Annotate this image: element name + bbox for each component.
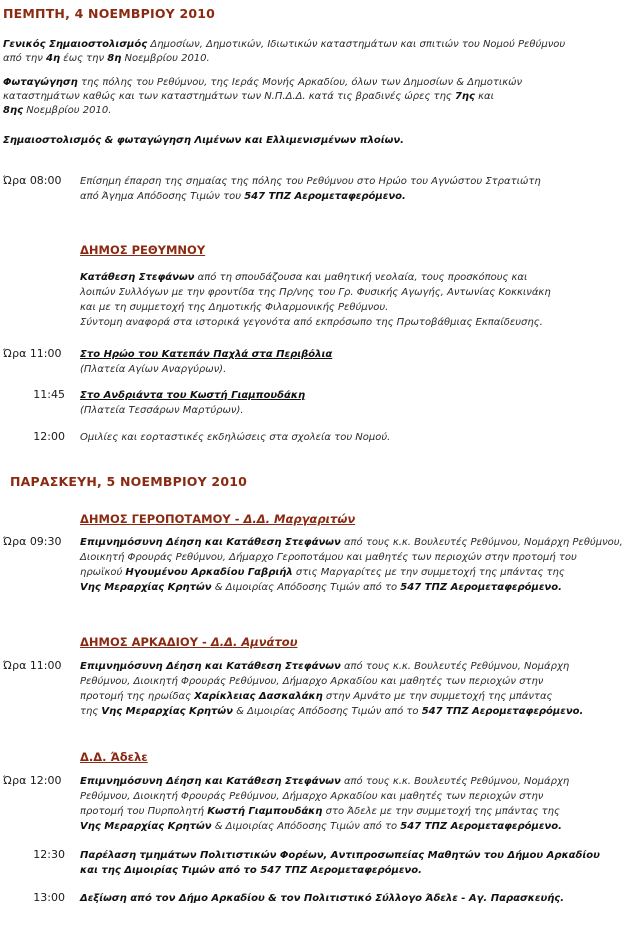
geropotamos-unit: 547 ΤΠΖ Αερομεταφερόμενο.: [400, 582, 562, 593]
arkadi-line4b: & Διμοιρίας Απόδοσης Τιμών από το: [232, 706, 422, 717]
arkadi-paragraph: [80, 659, 583, 719]
geropotamos-line2: Διοικητή Φρουράς Ρεθύμνου, Δήμαρχο Γεροποτάμου και μαθητές των περιοχών στην προτομή του: [80, 552, 577, 563]
wreath-line3: και με τη συμμετοχή της Δημοτικής Φιλαρμονικής Ρεθύμνου.: [80, 302, 389, 313]
lights-paragraph: [3, 76, 522, 118]
arkadi-line2: Ρεθύμνου, Διοικητή Φρουράς Ρεθύμνου, Δήμαρχο Αρκαδίου και μαθητές των περιοχών στην: [80, 676, 544, 687]
time-0800: Ώρα 08:00: [3, 174, 62, 187]
event-1100-title: Στο Ηρώο του Κατεπάν Παχλά στα Περιβόλια: [80, 349, 333, 360]
friday-heading: ΠΑΡΑΣΚΕΥΗ, 5 ΝΟΕΜΒΡΙΟΥ 2010: [10, 474, 248, 489]
arkadi-line4a: της: [80, 706, 102, 717]
flags-paragraph: [3, 38, 565, 66]
geropotamos-title: Επιμνημόσυνη Δέηση και Κατάθεση Στεφάνων: [80, 537, 341, 548]
adele-line4a: & Διμοιρίας Απόδοσης Τιμών από το: [211, 821, 401, 832]
arkadi-name: ΔΗΜΟΣ ΑΡΚΑΔΙΟΥ -: [80, 635, 211, 649]
wreath-line4: Σύντομη αναφορά στα ιστορικά γεγονότα από εκπρόσωπο της Πρωτοβάθμιας Εκπαίδευσης.: [80, 317, 543, 328]
adele-heading: Δ.Δ. Άδελε: [80, 750, 148, 764]
adele-line3a: προτομή του Πυρπολητή: [80, 806, 208, 817]
time-1145: 11:45: [33, 388, 65, 401]
event-1145-sub: (Πλατεία Τεσσάρων Μαρτύρων).: [80, 405, 244, 416]
lights-line2a: καταστημάτων καθώς και των καταστημάτων των Ν.Π.Δ.Δ. κατά τις βραδινές ώρες της: [3, 91, 455, 102]
wreath-line2: λοιπών Συλλόγων με την φροντίδα της Πρ/νης του Γρ. Φυσικής Αγωγής, Αντωνίας Κοκκινάκη: [80, 287, 551, 298]
arkadi-line3a: προτομή της ηρωίδας: [80, 691, 195, 702]
time-1300: 13:00: [33, 891, 65, 904]
flags-title: Γενικός Σημαιοστολισμός: [3, 39, 148, 50]
event-0800-unit: 547 ΤΠΖ Αερομεταφερόμενο.: [244, 191, 406, 202]
flags-l2b: έως την: [60, 53, 108, 64]
lights-line2b: και: [474, 91, 495, 102]
ports-line: Σημαιοστολισμός & φωταγώγηση Λιμένων και Ελλιμενισμένων πλοίων.: [3, 135, 404, 146]
flags-l2c: Νοεμβρίου 2010.: [121, 53, 210, 64]
lights-d1: 7ης: [454, 91, 475, 102]
geropotamos-line1: από τους κ.κ. Βουλευτές Ρεθύμνου, Νομάρχη Ρεθύμνου,: [340, 537, 623, 548]
adele-paragraph: [80, 774, 569, 834]
event-1230: [80, 848, 600, 878]
event-1100-sub: (Πλατεία Αγίων Αναργύρων).: [80, 364, 227, 375]
arkadi-hero: Χαρίκλειας Δασκαλάκη: [194, 691, 323, 702]
event-1145-title: Στο Ανδριάντα του Κωστή Γιαμπουδάκη: [80, 390, 306, 401]
lights-d2: 8ης: [3, 105, 24, 116]
wreath-paragraph: [80, 270, 551, 330]
arkadi-band: Vης Μεραρχίας Κρητών: [101, 706, 233, 717]
adele-band: Vης Μεραρχίας Κρητών: [80, 821, 212, 832]
event-1145: [80, 388, 305, 418]
adele-title: Επιμνημόσυνη Δέηση και Κατάθεση Στεφάνων: [80, 776, 341, 787]
event-0800: [80, 174, 541, 204]
geropotamos-line3b: στις Μαργαρίτες με την συμμετοχή της μπάντας της: [292, 567, 565, 578]
lights-title: Φωταγώγηση: [3, 77, 78, 88]
arkadi-unit: 547 ΤΠΖ Αερομεταφερόμενο.: [421, 706, 584, 717]
lights-line3: Νοεμβρίου 2010.: [23, 105, 112, 116]
adele-unit: 547 ΤΠΖ Αερομεταφερόμενο.: [400, 821, 562, 832]
geropotamos-line3a: ηρωϊκού: [80, 567, 126, 578]
event-1230-line2: και της Διμοιρίας Τιμών από το 547 ΤΠΖ Αερομεταφερόμενο.: [80, 865, 422, 876]
thursday-heading: ΠΕΜΠΤΗ, 4 ΝΟΕΜΒΡΙΟΥ 2010: [3, 6, 216, 21]
dimos-rethymnou-heading: ΔΗΜΟΣ ΡΕΘΥΜΝΟΥ: [80, 243, 206, 257]
time-1230: 12:30: [33, 848, 65, 861]
wreath-line1: από τη σπουδάζουσα και μαθητική νεολαία, τους προσκόπους και: [194, 272, 528, 283]
adele-hero: Κωστή Γιαμπουδάκη: [207, 806, 323, 817]
arkadi-title: Επιμνημόσυνη Δέηση και Κατάθεση Στεφάνων: [80, 661, 341, 672]
adele-line1: από τους κ.κ. Βουλευτές Ρεθύμνου, Νομάρχη: [340, 776, 570, 787]
time-0930: Ώρα 09:30: [3, 535, 62, 548]
adele-line3b: στο Άδελε με την συμμετοχή της μπάντας της: [322, 806, 560, 817]
flags-d2: 8η: [107, 53, 122, 64]
geropotamos-heading: [80, 512, 355, 526]
arkadi-line1: από τους κ.κ. Βουλευτές Ρεθύμνου, Νομάρχη: [340, 661, 570, 672]
adele-line2: Ρεθύμνου, Διοικητή Φρουράς Ρεθύμνου, Δήμαρχο Αρκαδίου και μαθητές των περιοχών στην: [80, 791, 544, 802]
arkadi-heading: [80, 635, 297, 649]
wreath-title: Κατάθεση Στεφάνων: [80, 272, 195, 283]
event-0800-line1: Επίσημη έπαρση της σημαίας της πόλης του Ρεθύμνου στο Ηρώο του Αγνώστου Στρατιώτη: [80, 176, 541, 187]
event-1300: Δεξίωση από τον Δήμο Αρκαδίου & τον Πολιτιστικό Σύλλογο Άδελε - Αγ. Παρασκευής.: [80, 893, 565, 904]
geropotamos-loc: Δ.Δ. Μαργαριτών: [243, 512, 356, 526]
event-1100: [80, 347, 332, 377]
geropotamos-band: Vης Μεραρχίας Κρητών: [80, 582, 212, 593]
event-1230-line1: Παρέλαση τμημάτων Πολιτιστικών Φορέων, Αντιπροσωπείας Μαθητών του Δήμου Αρκαδίου: [80, 850, 600, 861]
flags-d1: 4η: [46, 53, 61, 64]
event-1200: Ομιλίες και εορταστικές εκδηλώσεις στα σχολεία του Νομού.: [80, 432, 391, 443]
geropotamos-paragraph: [80, 535, 623, 595]
time-1100: Ώρα 11:00: [3, 347, 62, 360]
time-1200: 12:00: [33, 430, 65, 443]
time-1200-friday: Ώρα 12:00: [3, 774, 62, 787]
lights-line1: της πόλης του Ρεθύμνου, της Ιεράς Μονής Αρκαδίου, όλων των Δημοσίων & Δημοτικών: [77, 77, 523, 88]
arkadi-line3b: στην Αμνάτο με την συμμετοχή της μπάντας: [322, 691, 553, 702]
geropotamos-line4a: & Διμοιρίας Απόδοσης Τιμών από το: [211, 582, 401, 593]
time-1100-friday: Ώρα 11:00: [3, 659, 62, 672]
geropotamos-hero: Ηγουμένου Αρκαδίου Γαβριήλ: [125, 567, 293, 578]
flags-l2a: από την: [3, 53, 47, 64]
flags-line1: Δημοσίων, Δημοτικών, Ιδιωτικών καταστημάτων και σπιτιών του Νομού Ρεθύμνου: [147, 39, 566, 50]
event-0800-line2a: από Άγημα Απόδοσης Τιμών του: [80, 191, 245, 202]
geropotamos-name: ΔΗΜΟΣ ΓΕΡΟΠΟΤΑΜΟΥ -: [80, 512, 244, 526]
arkadi-loc: Δ.Δ. Αμνάτου: [210, 635, 298, 649]
